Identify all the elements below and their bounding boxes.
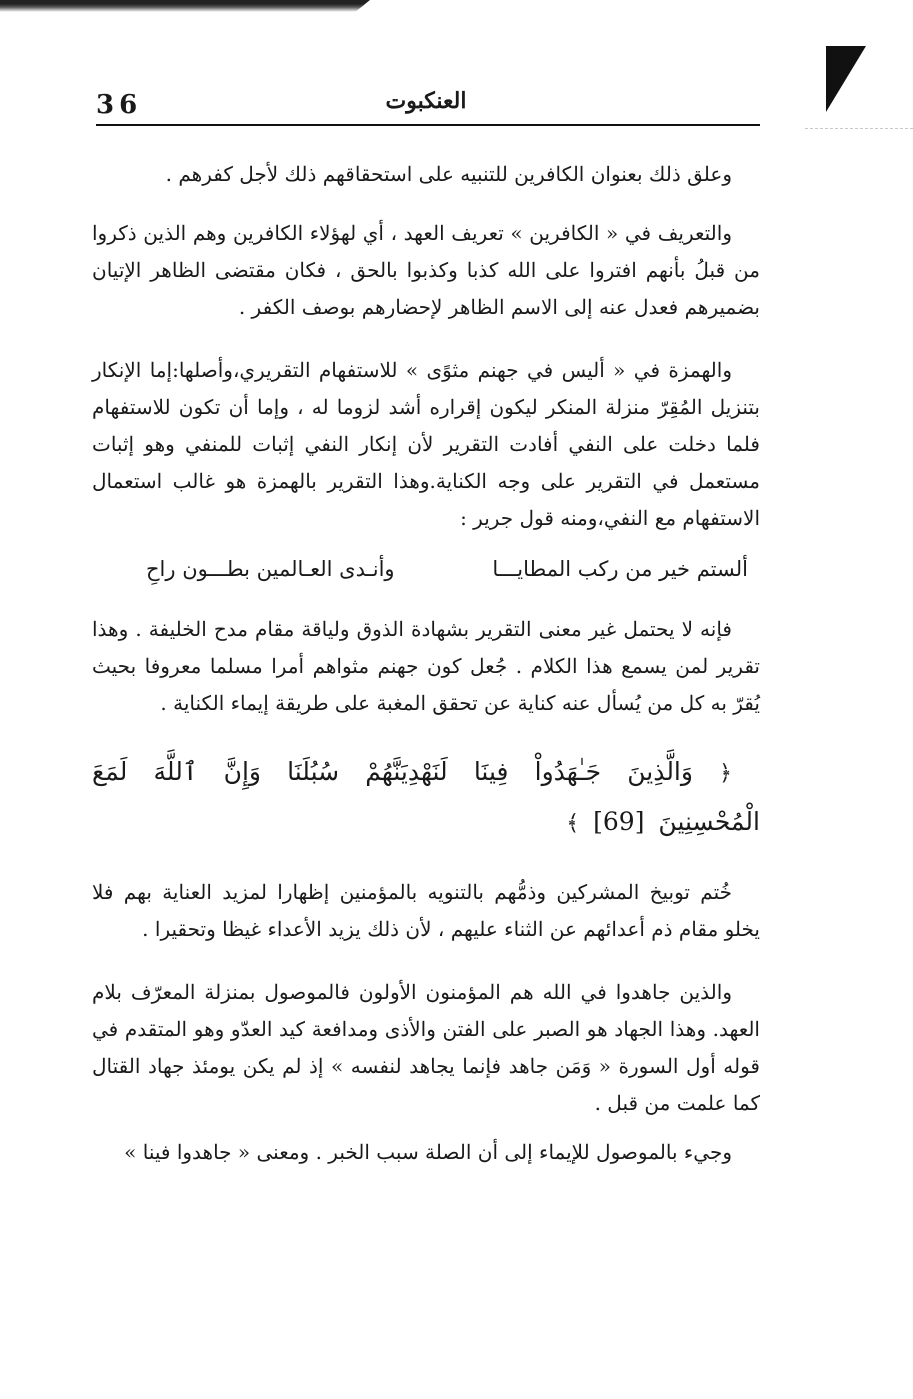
header-rule bbox=[96, 124, 760, 126]
spacer bbox=[92, 848, 760, 874]
verse-close-bracket: ﴾ bbox=[566, 811, 580, 836]
page-number: 36 bbox=[96, 90, 143, 120]
scan-edge-artifact bbox=[0, 0, 370, 12]
verse-text: وَالَّذِينَ جَـٰهَدُواْ فِينَا لَنَهْدِيَنَّهُمْ سُبُلَنَا وَإِنَّ ٱللَّهَ لَمَعَ الْمُحْسِنِينَ bbox=[92, 757, 760, 836]
spacer bbox=[92, 326, 760, 352]
poem-second-hemistich: وأنـدى العـالمين بطـــون راحِ bbox=[146, 557, 395, 581]
corner-marker-icon bbox=[826, 46, 866, 112]
verse-open-bracket: ﴿ bbox=[719, 761, 732, 786]
scan-dotted-line bbox=[805, 128, 913, 129]
quran-verse bbox=[92, 748, 760, 848]
spacer bbox=[92, 537, 760, 549]
paragraph-4: فإنه لا يحتمل غير معنى التقرير بشهادة الذوق ولياقة مقام مدح الخليفة . وهذا تقرير لمن يسمع هذا الكلام . جُعل كون جهنم مثواهم أمرا مسلما معروفا بحيث يُقرّ به كل من يُسأل عنه كناية عن تحقق المغبة على طريقة إيماء الكناية . bbox=[92, 617, 760, 715]
spacer bbox=[92, 948, 760, 974]
spacer bbox=[92, 1122, 760, 1134]
paragraph-7: وجيء بالموصول للإيماء إلى أن الصلة سبب الخبر . ومعنى « جاهدوا فينا » bbox=[124, 1140, 732, 1164]
page-body bbox=[92, 156, 760, 1171]
spacer bbox=[92, 589, 760, 611]
page-header bbox=[96, 82, 756, 122]
spacer bbox=[92, 722, 760, 748]
verse-number: [69] bbox=[593, 807, 645, 836]
paragraph-2: والتعريف في « الكافرين » تعريف العهد ، أي لهؤلاء الكافرين وهم الذين ذكروا من قبلُ بأنهم افتروا على الله كذبا وكذبوا بالحق ، فكان مقتضى الظاهر الإتيان بضميرهم فعدل عنه إلى الاسم الظاهر لإحضارهم بوصف الكفر . bbox=[92, 221, 760, 319]
running-title: العنكبوت bbox=[385, 88, 467, 114]
poem-line bbox=[92, 549, 760, 589]
spacer bbox=[92, 193, 760, 215]
poem-first-hemistich: ألستم خير من ركب المطايـــا bbox=[492, 557, 748, 581]
paragraph-6: والذين جاهدوا في الله هم المؤمنون الأولون فالموصول بمنزلة المعرّف بلام العهد. وهذا الجهاد هو الصبر على الفتن والأذى ومدافعة كيد العدّو وهو المتقدم في قوله أول السورة « وَمَن جاهد فإنما يجاهد لنفسه » إذ لم يكن يومئذ جهاد القتال كما علمت من قبل . bbox=[92, 980, 760, 1115]
paragraph-1: وعلق ذلك بعنوان الكافرين للتنبيه على استحقاقهم ذلك لأجل كفرهم . bbox=[165, 162, 732, 186]
paragraph-3: والهمزة في « أليس في جهنم مثوًى » للاستفهام التقريري،وأصلها:إما الإنكار بتنزيل المُقِرّ منزلة المنكر ليكون إقراره أشد لزوما له ، وإما أن تكون للاستفهام فلما دخلت على النفي أفادت التقرير لأن إنكار النفي إثبات للمنفي وهو إثبات مستعمل في التقرير على وجه الكناية.وهذا التقرير بالهمزة هو غالب استعمال الاستفهام مع النفي،ومنه قول جرير : bbox=[92, 358, 760, 530]
paragraph-5: خُتم توبيخ المشركين وذمُّهم بالتنويه بالمؤمنين إظهارا لمزيد العناية بهم فلا يخلو مقام ذم أعدائهم عن الثناء عليهم ، لأن ذلك يزيد الأعداء غيظا وتحقيرا . bbox=[92, 880, 760, 941]
